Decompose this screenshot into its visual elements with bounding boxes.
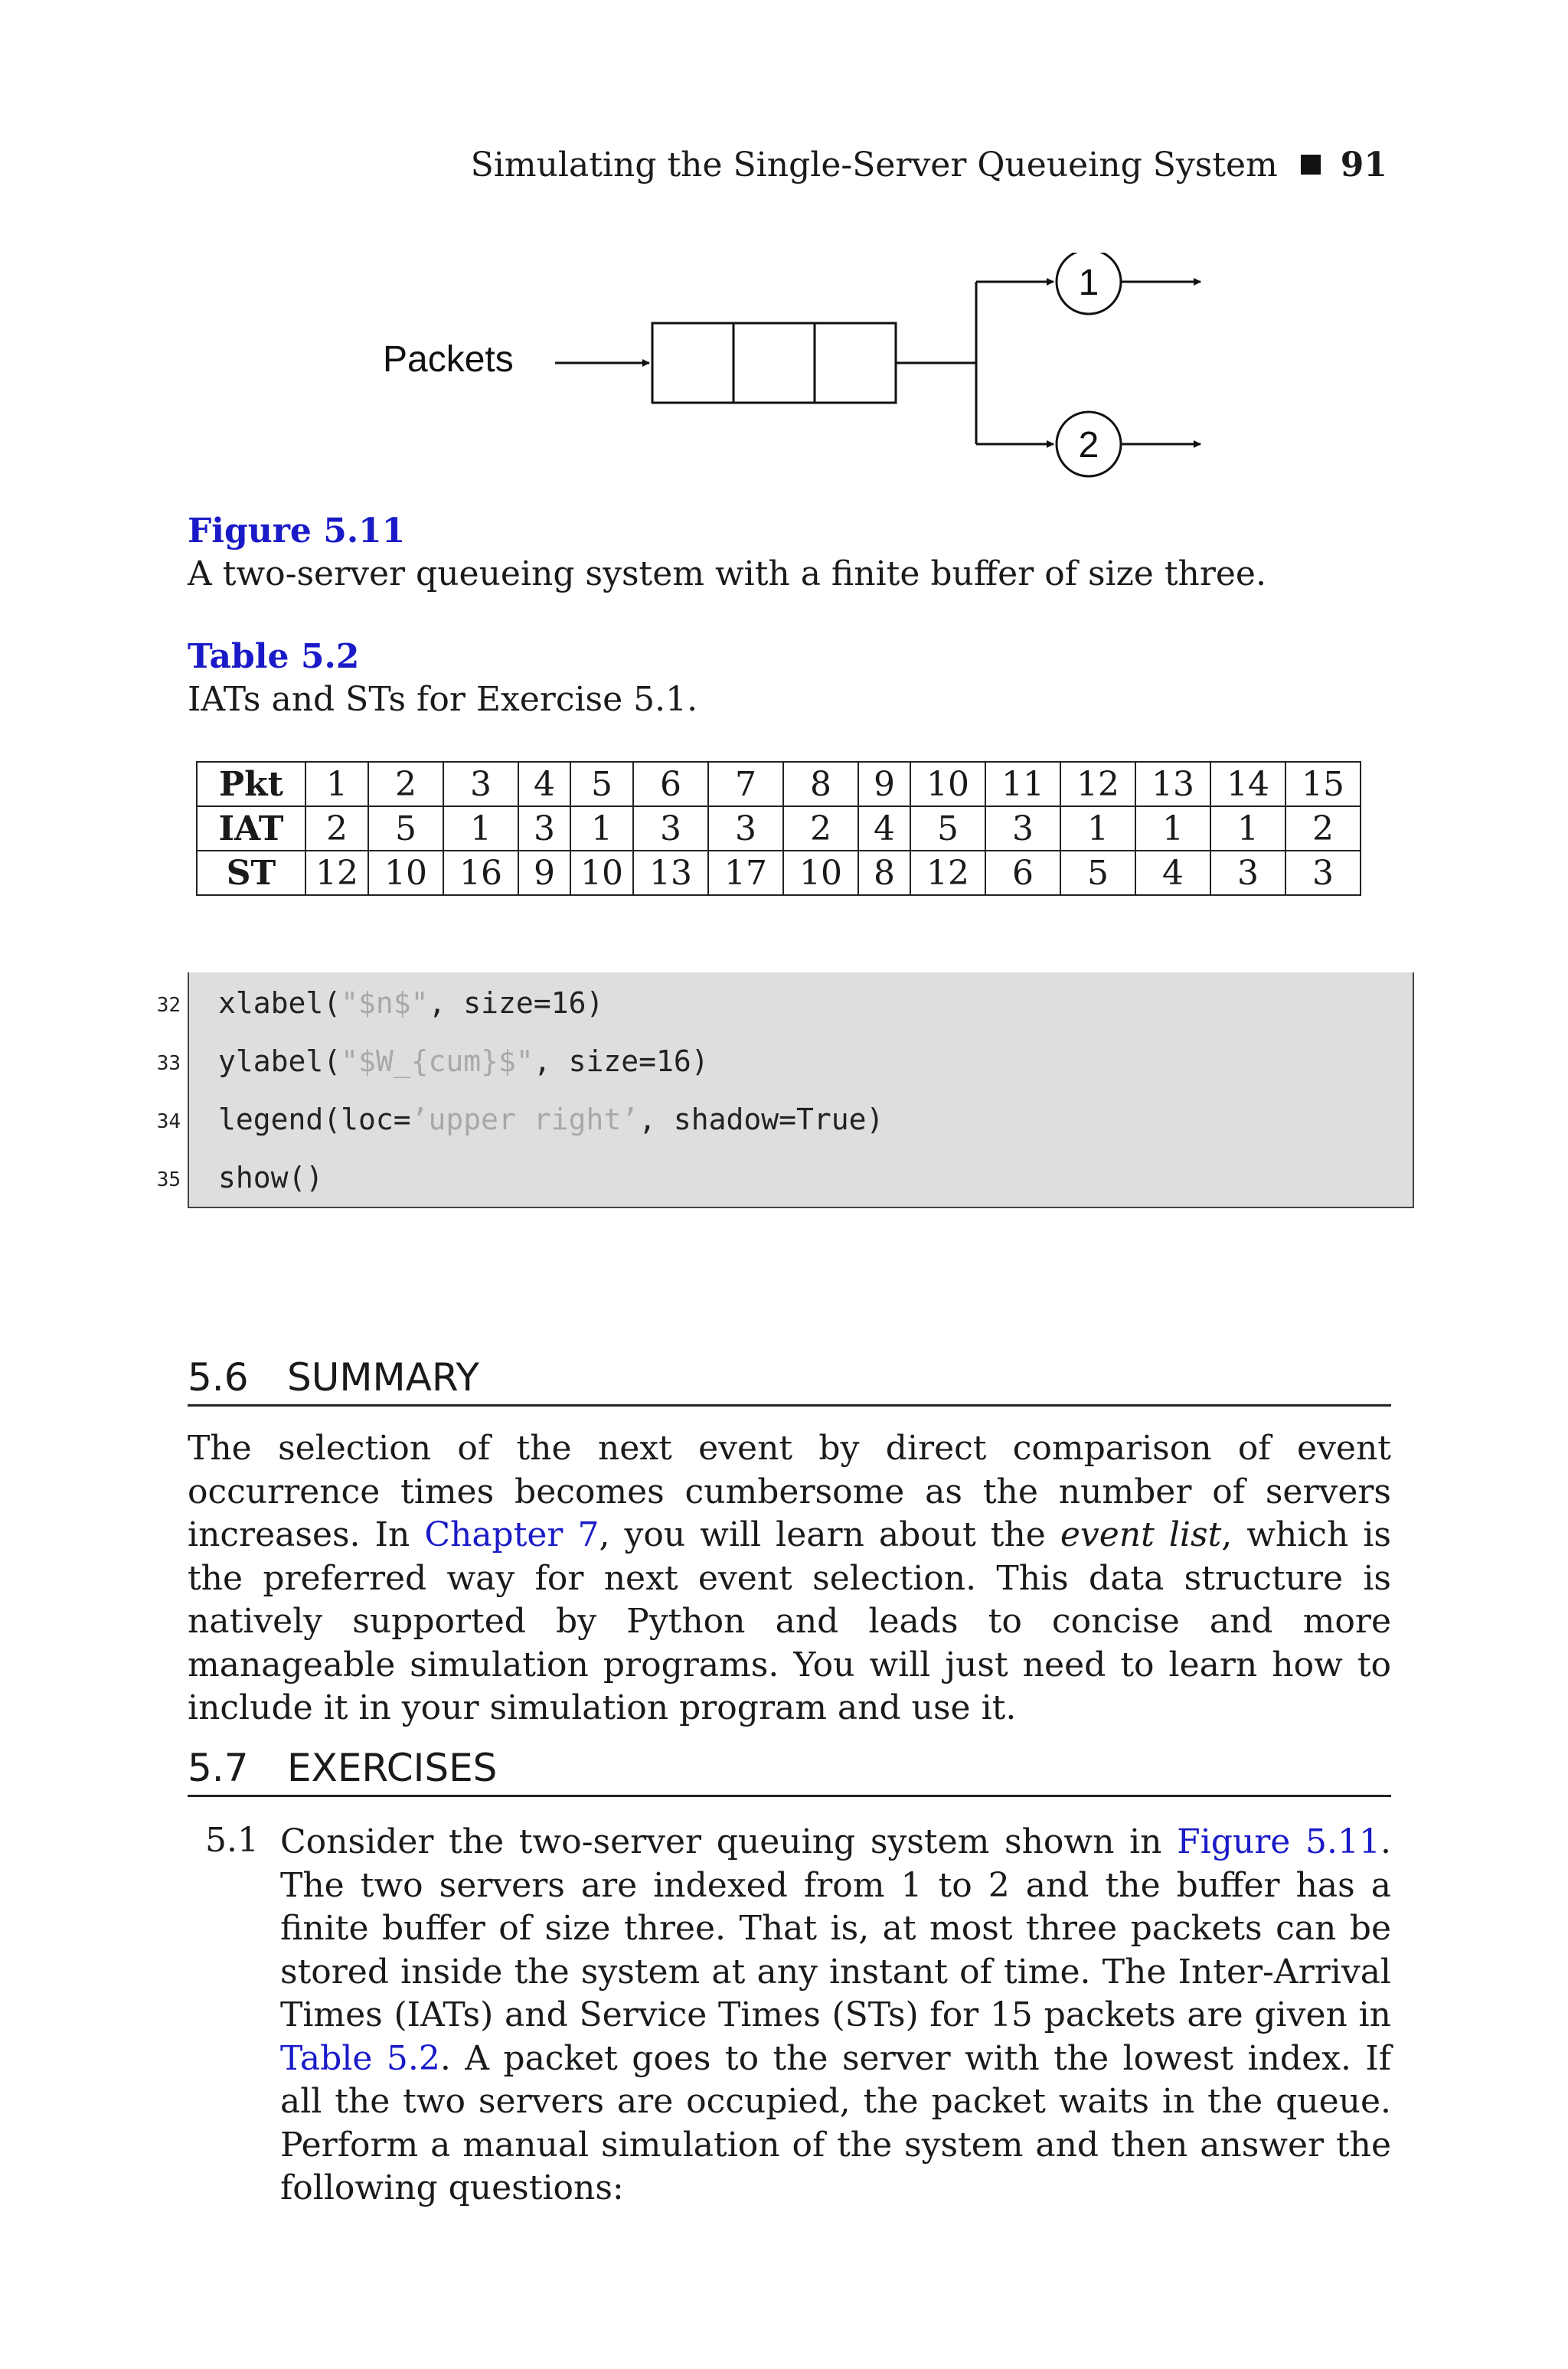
table-cell: 5 [910,806,985,851]
exercise-number: 5.1 [205,1821,259,1860]
table-cell: 2 [783,806,858,851]
table-cell: 14 [1210,762,1285,806]
summary-title: SUMMARY [287,1355,479,1400]
table-cell: 11 [985,762,1060,806]
code-line-number: 35 [156,1168,181,1191]
table-row [197,806,1361,851]
event-list-term: event list [1060,1515,1222,1554]
table-cell: 1 [305,762,368,806]
code-token: legend(loc= [218,1103,411,1136]
table-cell: 4 [1135,851,1210,895]
table-cell: 3 [633,806,708,851]
table-cell: 10 [910,762,985,806]
exercises-heading [188,1746,1391,1797]
exercise-text-part: . A packet goes to the server with the lowest index. If all the two servers are occupied, the packet waits in the queue. Perform a manual simulation of the system and then answer the following questions: [280,2038,1391,2207]
table-cell: 1 [443,806,518,851]
summary-text: , which is the preferred way for next event selection. This data structure is natively supported by Python and leads to concise and more manageable simulation programs. You will just need to learn how to include it in your simulation program and use it. [188,1515,1392,1727]
figure-caption: A two-server queueing system with a finite buffer of size three. [188,554,1266,593]
summary-heading [188,1355,1391,1407]
code-token: , size=16) [428,986,604,1020]
table-cell: 9 [858,762,910,806]
table-5-2-link[interactable]: Table 5.2 [280,2038,440,2078]
server-1-label: 1 [1078,263,1099,303]
table-label: Table 5.2 [188,637,360,676]
code-line [218,986,603,1020]
table-cell: 5 [1060,851,1135,895]
table-cell: 13 [1135,762,1210,806]
table-cell: 13 [633,851,708,895]
table-cell: 16 [443,851,518,895]
table-cell: 12 [910,851,985,895]
row-header: Pkt [197,762,305,806]
figure-label: Figure 5.11 [188,511,406,551]
table-cell: 8 [858,851,910,895]
table-cell: 3 [985,806,1060,851]
queueing-diagram [368,253,1248,498]
code-string: "$W_{cum}$" [341,1044,534,1078]
table-cell: 12 [305,851,368,895]
table-cell: 3 [708,806,783,851]
code-string: ’upper right’ [410,1103,639,1136]
table-cell: 3 [443,762,518,806]
buffer [652,323,896,403]
code-line-number: 34 [156,1110,181,1133]
summary-paragraph [188,1427,1391,1730]
table-cell: 5 [570,762,633,806]
summary-text: , you will learn about the [599,1515,1060,1554]
code-line [218,1103,884,1136]
code-token: show() [218,1161,324,1194]
table-cell: 3 [1210,851,1285,895]
table-cell: 10 [783,851,858,895]
table-cell: 6 [985,851,1060,895]
code-line [218,1044,709,1078]
table-cell: 10 [368,851,443,895]
table-cell: 15 [1285,762,1361,806]
exercise-text [280,1821,1391,2211]
exercise-text-part: Consider the two-server queuing system shown in [280,1822,1178,1861]
row-header: ST [197,851,305,895]
summary-number: 5.6 [188,1355,249,1400]
running-head-title: Simulating the Single-Server Queueing System [470,145,1278,185]
code-token: ylabel( [218,1044,341,1078]
table-cell: 1 [1210,806,1285,851]
exercises-title: EXERCISES [287,1746,498,1790]
table-cell: 3 [1285,851,1361,895]
table-cell: 1 [1135,806,1210,851]
table-caption: IATs and STs for Exercise 5.1. [188,680,698,719]
table-cell: 4 [518,762,570,806]
page-number: 91 [1340,145,1387,185]
table-cell: 1 [1060,806,1135,851]
table-cell: 2 [305,806,368,851]
table-cell: 7 [708,762,783,806]
code-token: , shadow=True) [639,1103,884,1136]
table-cell: 6 [633,762,708,806]
square-bullet-icon [1301,155,1321,175]
code-string: "$n$" [341,986,429,1020]
exercises-number: 5.7 [188,1746,249,1790]
code-line-number: 33 [156,1052,181,1075]
table-row [197,851,1361,895]
table-cell: 1 [570,806,633,851]
table-cell: 4 [858,806,910,851]
table-cell: 8 [783,762,858,806]
row-header: IAT [197,806,305,851]
table-cell: 2 [1285,806,1361,851]
table-cell: 12 [1060,762,1135,806]
code-token: xlabel( [218,986,341,1020]
figure-5-11-link[interactable]: Figure 5.11 [1177,1822,1380,1861]
table-cell: 17 [708,851,783,895]
table-cell: 3 [518,806,570,851]
table-row [197,762,1361,806]
table-cell: 2 [368,762,443,806]
table-cell: 9 [518,851,570,895]
server-2-label: 2 [1078,425,1099,466]
code-block [188,972,1414,1208]
exercise-text-part: . The two servers are indexed from 1 to 2 and the buffer has a finite buffer of size three. That is, at most three packets can be stored inside the system at any instant of time. The Inter-Arrival Times (IATs) and Service Times (STs) for 15 packets are given in [280,1822,1391,2034]
chapter-7-link[interactable]: Chapter 7 [424,1515,599,1554]
table-cell: 10 [570,851,633,895]
code-line [218,1161,323,1194]
running-head [471,145,1387,185]
code-line-number: 32 [156,994,181,1017]
iat-st-table [196,761,1361,896]
table-cell: 5 [368,806,443,851]
summary-text: The selection of the next event by direct comparison of event occurrence times becomes cumbersome as the number of servers increases. In [188,1429,1391,1554]
packets-label: Packets [383,339,514,380]
code-token: , size=16) [533,1044,709,1078]
